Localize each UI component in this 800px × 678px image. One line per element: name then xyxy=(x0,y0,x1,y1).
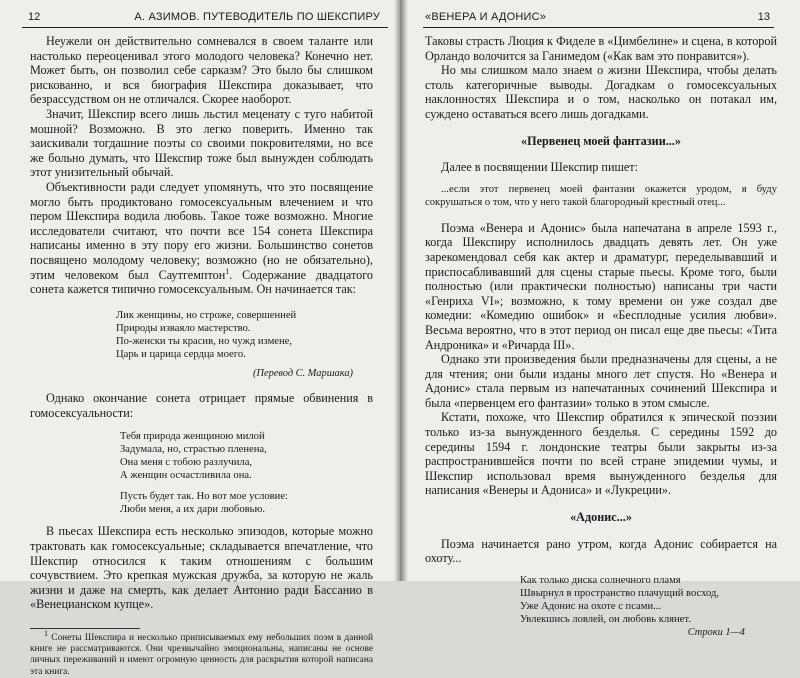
sonnet-quote xyxy=(116,309,373,361)
footnote xyxy=(30,628,374,678)
paragraph xyxy=(30,180,373,297)
book-spine-gutter xyxy=(394,0,408,581)
paragraph: Поэма начинается рано утром, когда Адонис собирается на охоту... xyxy=(425,536,777,566)
left-page-number: 12 xyxy=(28,11,41,23)
poem-quote xyxy=(520,574,777,626)
verse-line: Уже Адонис на охоте с псами... xyxy=(520,600,662,612)
verse-line: Люби меня, а их дари любовью. xyxy=(120,504,266,516)
footnote-marker: 1 xyxy=(225,266,230,276)
paragraph: В пьесах Шекспира есть несколько эпизодов, которые можно трактовать как гомосексуальные; складывается впечатление, что Шекспир относился к таким отношениям с большим сочувствием. Это крепкая мужская дружба, за которую не жаль жизни и даже на смерть, как делает Антонио ради Бассанио в «Венецианском купце». xyxy=(30,524,373,612)
section-heading: «Первенец моей фантазии...» xyxy=(521,133,681,148)
verse-line: Лик женщины, но строже, совершенней xyxy=(116,309,297,321)
verse-line: Задумала, но, страстью пленена, xyxy=(120,444,267,456)
dedication-quote: ...если этот первенец моей фантазии окажется уродом, я буду сокрушаться о том, что у него такой благородный крестный отец... xyxy=(425,183,777,208)
verse-line: По-женски ты красив, но чужд измене, xyxy=(116,335,292,347)
stanza xyxy=(120,430,373,482)
paragraph: Однако окончание сонета отрицает прямые обвинения в гомосексуальности: xyxy=(30,391,373,420)
paragraph-text: . Содержание двадцатого сонета кажется типично гомосексуальным. Он начинается так: xyxy=(30,267,373,297)
left-page xyxy=(0,0,398,677)
verse-line: Тебя природа женщиною милой xyxy=(120,431,265,443)
verse-line: Увлекшись ловлей, он любовь клянет. xyxy=(520,613,691,625)
footnote-text: Сонеты Шекспира и несколько приписываемых ему небольших поэм в данной книге не рассматриваются. Они чрезвычайно эмоциональны, написаны не основе личных переживаний и имеют огромную ценность для раскрытия которой написана эта книга. xyxy=(30,633,374,677)
verse-line: Пусть будет так. Но вот мое условие: xyxy=(120,491,288,503)
verse-line: А женщин осчастливила она. xyxy=(120,470,252,482)
right-running-head: «ВЕНЕРА И АДОНИС» xyxy=(425,11,547,23)
left-page-header xyxy=(22,9,388,28)
lines-reference: Строки 1—4 xyxy=(687,626,745,638)
left-running-head: А. АЗИМОВ. ПУТЕВОДИТЕЛЬ ПО ШЕКСПИРУ xyxy=(134,11,380,23)
right-page-body xyxy=(425,34,777,640)
section-heading: «Адонис...» xyxy=(570,510,632,525)
paragraph-text: Объективности ради следует упомянуть, что это посвящение могло быть продиктовано гомосексуальным влечением и что пером Шекспира водила любовь. Такое тоже возможно. Многие исследователи считают, что почти все 154 сонета Шекспира написаны именно в эту пору его жизни. Большинство сонетов посвящено молодому человеку; возможно (но не обязательно), этим человеком был Саутгемптон xyxy=(30,179,373,282)
verse-line: Она меня с тобою разлучила, xyxy=(120,457,253,469)
verse-line: Царь и царица сердца моего. xyxy=(116,348,246,360)
paragraph: Неужели он действительно сомневался в своем таланте или настолько переоценивал этого молодого человека? Конечно нет. Может быть, он позволил себе сарказм? Это было бы слишком рискованно, и вся биография Шекспира доказывает, что безрассудством он не отличался. Скорее наоборот. xyxy=(30,34,373,107)
right-page-header xyxy=(423,9,774,28)
left-page-body xyxy=(30,34,373,678)
verse-line: Природы изваяло мастерство. xyxy=(116,322,251,334)
translation-attribution: (Перевод С. Маршака) xyxy=(253,367,353,379)
verse-line: Как только диска солнечного пламя xyxy=(520,574,681,586)
verse-line: Швырнул в пространство плачущий восход, xyxy=(520,587,720,599)
paragraph: Но мы слишком мало знаем о жизни Шекспира, чтобы делать столь категоричные выводы. Догадкам о гомосексуальных наклонностях Шекспира и о том, насколько он потакал им, суждено оставаться всего лишь догадками. xyxy=(425,63,777,121)
sonnet-ending-quote xyxy=(120,430,373,516)
paragraph: Однако эти произведения были предназначены для сцены, а не для чтения; они были изданы много лет спустя. Но «Венера и Адонис» стала первым из напечатанных сочинений Шекспира и была «первенцем его фантазии» только в этом смысле. xyxy=(425,352,777,410)
paragraph: Поэма «Венера и Адонис» была напечатана в апреле 1593 г., когда Шекспиру исполнилось двадцать девять лет. Он уже зарекомендовал себя как актер и драматург, переделывавший и приспосабливавший для сцены старые пьесы. Кроме того, были полностью (или практически полностью) написаны три части «Генриха VI»; возможно, к тому времени он уже создал две комедии: «Комедию ошибок» и «Бесплодные усилия любви». Весьма вероятно, что в этот период он писал еще две пьесы: «Тита Андроника» и «Ричарда III». xyxy=(425,220,777,352)
footnote-number: 1 xyxy=(44,628,48,638)
right-page-number: 13 xyxy=(757,11,770,23)
paragraph: Значит, Шекспир всего лишь льстил меценату с туго набитой мошной? Возможно. В это легко поверить. Именно так заискивали тогдашние поэты со своими покровителями, но все же больно думать, что Шекспир тоже был вынужден соблюдать этот унизительный обычай. xyxy=(30,106,373,180)
paragraph: Далее в посвящении Шекспир пишет: xyxy=(441,160,638,175)
paragraph: Кстати, похоже, что Шекспир обратился к эпической поэзии только из-за вынужденного безделья. С середины 1592 до середины 1594 г. лондонские театры были закрыты из-за распространившейся почти по всей стране эпидемии чумы, и Шекспир использовал время вынужденного безделья для написания «Венеры и Адониса» и «Лукреции». xyxy=(425,410,777,498)
right-page xyxy=(403,0,800,638)
paragraph: Таковы страсть Люция к Фиделе в «Цимбелине» и сцена, в которой Орландо волочится за Ганимедом («Как вам это понравится»). xyxy=(425,34,777,63)
stanza xyxy=(120,490,373,516)
